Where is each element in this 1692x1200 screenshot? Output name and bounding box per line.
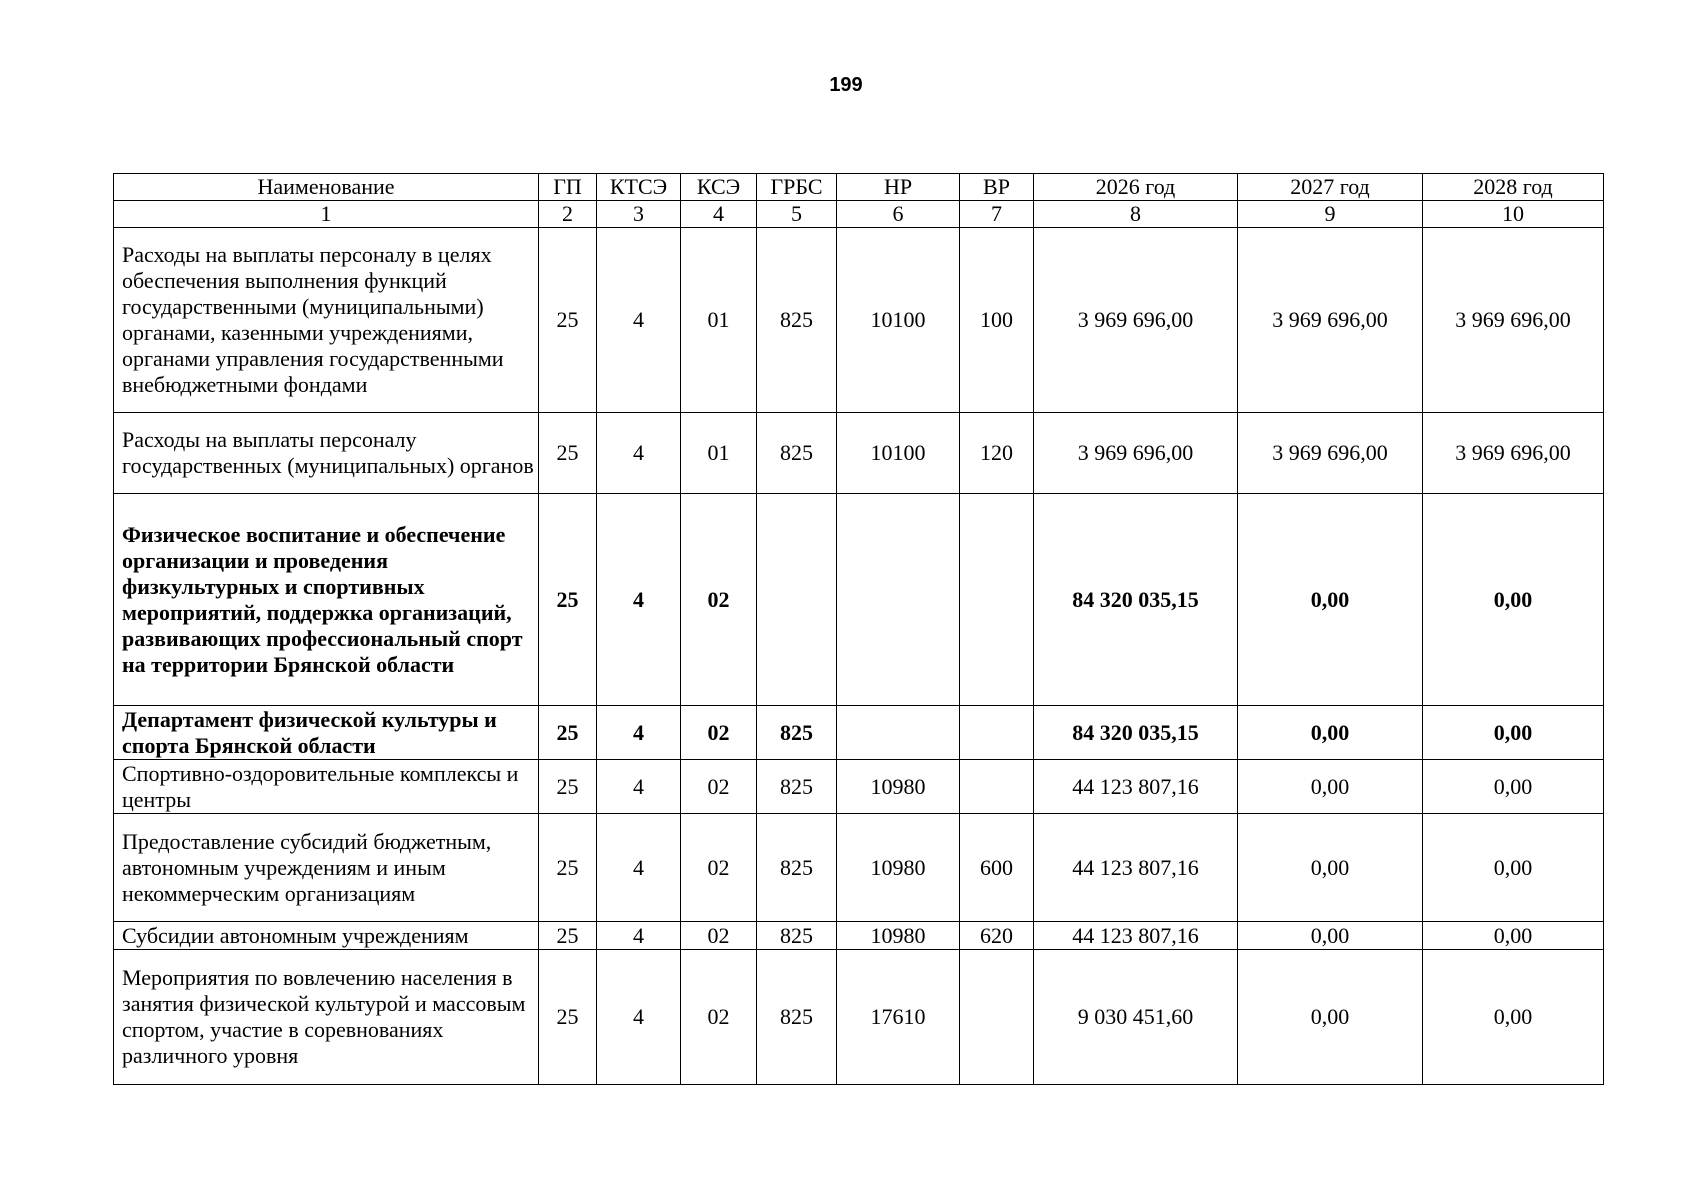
cell-2026: 44 123 807,16 [1034, 814, 1238, 922]
cell-ktse: 4 [597, 760, 681, 814]
cell-2028: 3 969 696,00 [1423, 413, 1604, 494]
header-ktse: КТСЭ [597, 174, 681, 201]
cell-2027: 0,00 [1238, 760, 1423, 814]
cell-2027: 0,00 [1238, 950, 1423, 1085]
header-nr: НР [837, 174, 960, 201]
cell-kse: 02 [681, 950, 757, 1085]
cell-kse: 02 [681, 814, 757, 922]
cell-gp: 25 [539, 494, 597, 706]
cell-kse: 02 [681, 706, 757, 760]
cell-ktse: 4 [597, 228, 681, 413]
cell-vr: 620 [960, 922, 1034, 950]
cell-grbs: 825 [757, 706, 837, 760]
cell-nr: 10980 [837, 922, 960, 950]
cell-nr: 10980 [837, 760, 960, 814]
cell-grbs: 825 [757, 413, 837, 494]
cell-name: Субсидии автономным учреждениям [114, 922, 539, 950]
column-number-row [114, 201, 1604, 228]
header-kse: КСЭ [681, 174, 757, 201]
cell-nr: 10100 [837, 228, 960, 413]
column-number: 4 [681, 201, 757, 228]
header-2026: 2026 год [1034, 174, 1238, 201]
table-row [114, 922, 1604, 950]
table-row [114, 228, 1604, 413]
cell-nr [837, 706, 960, 760]
cell-name: Департамент физической культуры и спорта Брянской области [114, 706, 539, 760]
cell-vr [960, 760, 1034, 814]
cell-2027: 3 969 696,00 [1238, 413, 1423, 494]
header-row [114, 174, 1604, 201]
budget-table [113, 173, 1604, 1085]
cell-grbs: 825 [757, 922, 837, 950]
cell-nr [837, 494, 960, 706]
cell-ktse: 4 [597, 494, 681, 706]
cell-kse: 02 [681, 760, 757, 814]
cell-grbs: 825 [757, 228, 837, 413]
cell-2027: 0,00 [1238, 814, 1423, 922]
cell-2027: 0,00 [1238, 706, 1423, 760]
cell-name: Физическое воспитание и обеспечение организации и проведения физкультурных и спортивных мероприятий, поддержка организаций, развивающих профессиональный спорт на территории Брянской области [114, 494, 539, 706]
cell-gp: 25 [539, 950, 597, 1085]
column-number: 7 [960, 201, 1034, 228]
cell-gp: 25 [539, 814, 597, 922]
table-row [114, 950, 1604, 1085]
column-number: 5 [757, 201, 837, 228]
cell-name: Расходы на выплаты персоналу государственных (муниципальных) органов [114, 413, 539, 494]
table-body [114, 228, 1604, 1085]
cell-kse: 02 [681, 494, 757, 706]
cell-ktse: 4 [597, 413, 681, 494]
cell-2028: 0,00 [1423, 814, 1604, 922]
cell-name: Мероприятия по вовлечению населения в занятия физической культурой и массовым спортом, участие в соревнованиях различного уровня [114, 950, 539, 1085]
cell-2026: 3 969 696,00 [1034, 228, 1238, 413]
cell-grbs: 825 [757, 814, 837, 922]
column-number: 8 [1034, 201, 1238, 228]
column-number: 9 [1238, 201, 1423, 228]
cell-2028: 0,00 [1423, 950, 1604, 1085]
page-number: 199 [829, 74, 863, 96]
cell-gp: 25 [539, 922, 597, 950]
table-row [114, 814, 1604, 922]
cell-ktse: 4 [597, 814, 681, 922]
cell-kse: 01 [681, 413, 757, 494]
cell-nr: 10980 [837, 814, 960, 922]
cell-2028: 0,00 [1423, 922, 1604, 950]
header-grbs: ГРБС [757, 174, 837, 201]
column-number: 3 [597, 201, 681, 228]
cell-2026: 44 123 807,16 [1034, 922, 1238, 950]
cell-2026: 84 320 035,15 [1034, 494, 1238, 706]
column-number: 1 [114, 201, 539, 228]
cell-2026: 9 030 451,60 [1034, 950, 1238, 1085]
cell-name: Расходы на выплаты персоналу в целях обеспечения выполнения функций государственными (муниципальными) органами, казенными учреждениями, органами управления государственными внебюджетными фондами [114, 228, 539, 413]
cell-ktse: 4 [597, 950, 681, 1085]
table-row [114, 706, 1604, 760]
column-number: 10 [1423, 201, 1604, 228]
cell-nr: 10100 [837, 413, 960, 494]
cell-ktse: 4 [597, 922, 681, 950]
header-vr: ВР [960, 174, 1034, 201]
cell-ktse: 4 [597, 706, 681, 760]
cell-grbs [757, 494, 837, 706]
cell-grbs: 825 [757, 950, 837, 1085]
cell-vr [960, 706, 1034, 760]
cell-name: Предоставление субсидий бюджетным, автономным учреждениям и иным некоммерческим организациям [114, 814, 539, 922]
table-row [114, 760, 1604, 814]
cell-2027: 3 969 696,00 [1238, 228, 1423, 413]
cell-vr [960, 950, 1034, 1085]
cell-gp: 25 [539, 413, 597, 494]
table-row [114, 413, 1604, 494]
cell-2028: 0,00 [1423, 494, 1604, 706]
cell-name: Спортивно-оздоровительные комплексы и центры [114, 760, 539, 814]
cell-vr: 120 [960, 413, 1034, 494]
column-number: 2 [539, 201, 597, 228]
cell-2026: 44 123 807,16 [1034, 760, 1238, 814]
header-gp: ГП [539, 174, 597, 201]
cell-nr: 17610 [837, 950, 960, 1085]
cell-vr: 100 [960, 228, 1034, 413]
cell-vr: 600 [960, 814, 1034, 922]
cell-2028: 0,00 [1423, 760, 1604, 814]
cell-2028: 0,00 [1423, 706, 1604, 760]
cell-gp: 25 [539, 706, 597, 760]
cell-2028: 3 969 696,00 [1423, 228, 1604, 413]
cell-2026: 84 320 035,15 [1034, 706, 1238, 760]
cell-kse: 02 [681, 922, 757, 950]
cell-2027: 0,00 [1238, 922, 1423, 950]
cell-vr [960, 494, 1034, 706]
cell-gp: 25 [539, 760, 597, 814]
header-2028: 2028 год [1423, 174, 1604, 201]
cell-gp: 25 [539, 228, 597, 413]
cell-kse: 01 [681, 228, 757, 413]
table-row [114, 494, 1604, 706]
cell-grbs: 825 [757, 760, 837, 814]
cell-2027: 0,00 [1238, 494, 1423, 706]
cell-2026: 3 969 696,00 [1034, 413, 1238, 494]
header-2027: 2027 год [1238, 174, 1423, 201]
column-number: 6 [837, 201, 960, 228]
header-name: Наименование [114, 174, 539, 201]
